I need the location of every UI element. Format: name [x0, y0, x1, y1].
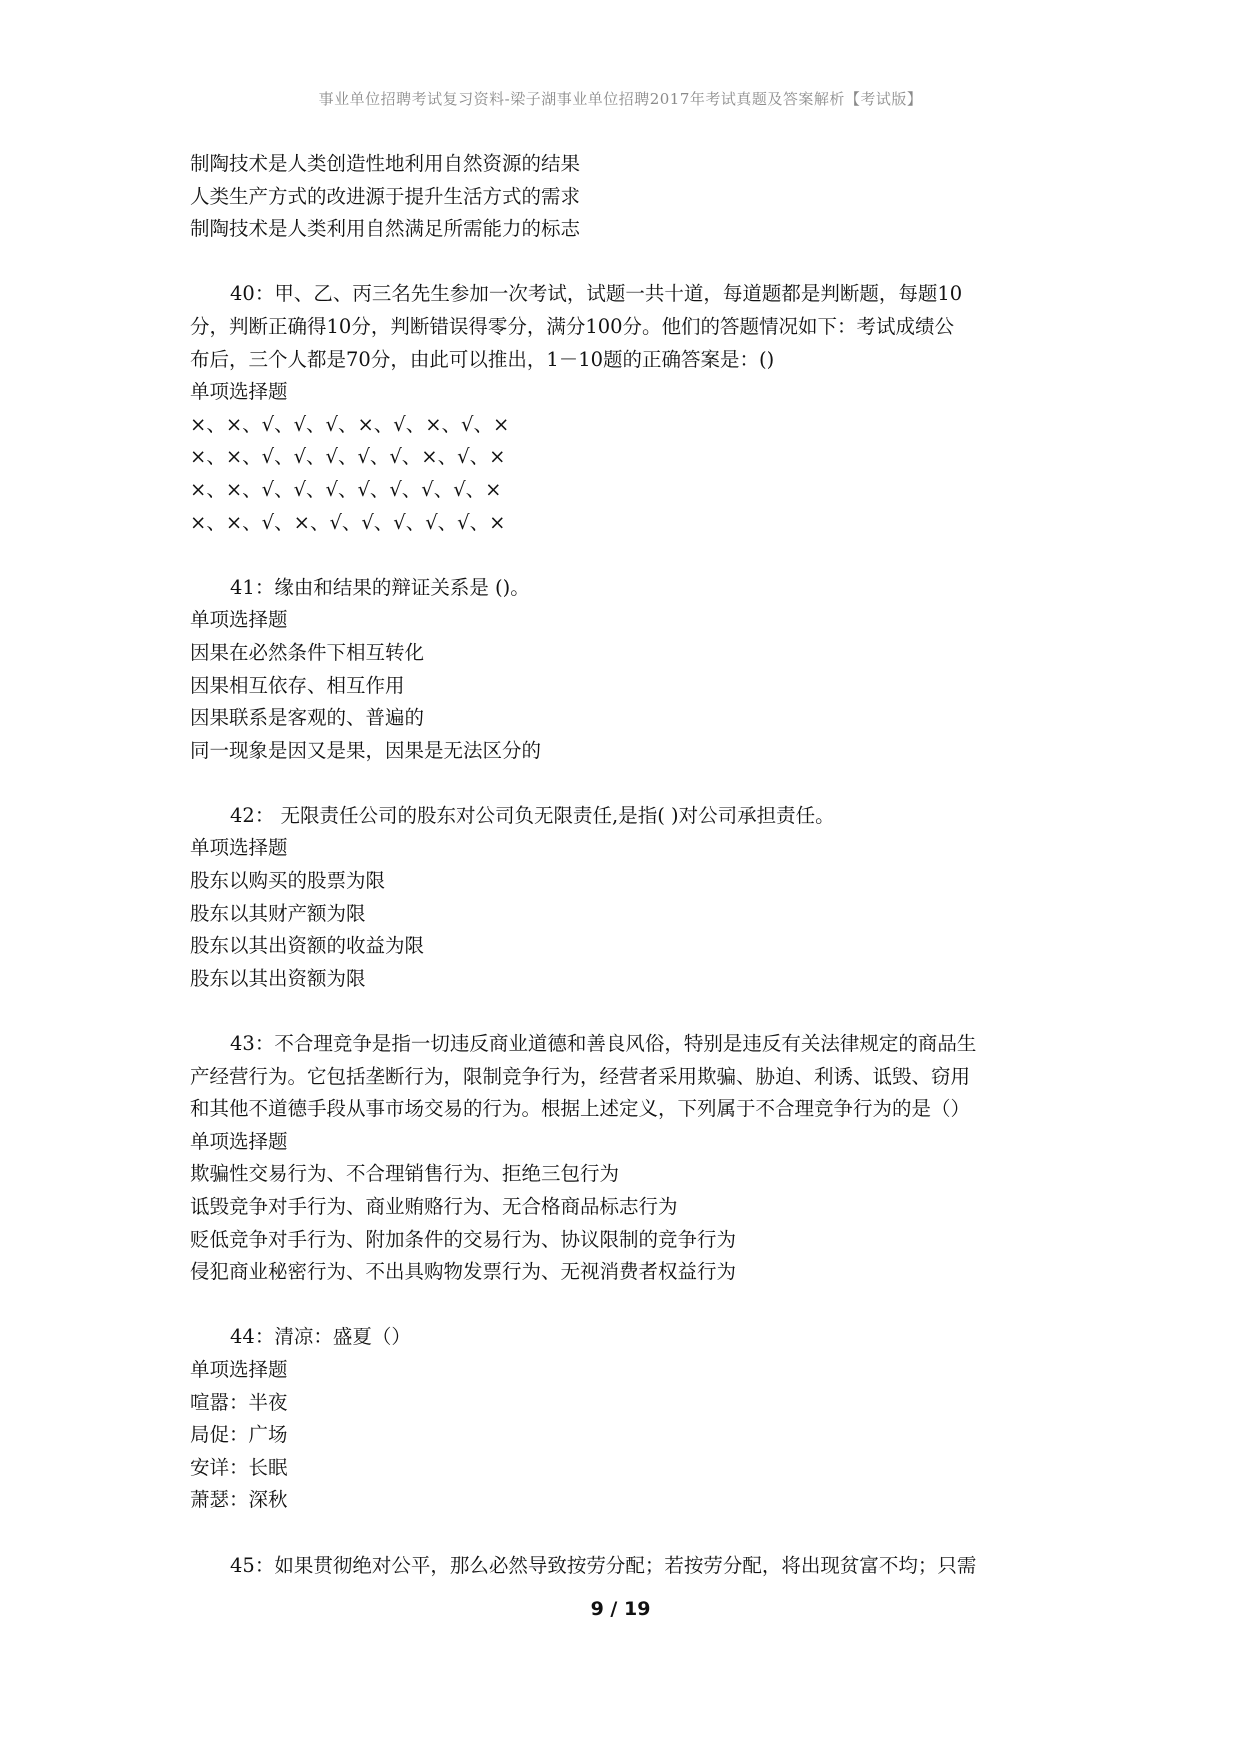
q42-stem: 42： 无限责任公司的股东对公司负无限责任,是指( )对公司承担责任。 — [230, 803, 835, 827]
q43-type: 单项选择题 — [190, 1129, 288, 1153]
q42-option-b: 股东以其财产额为限 — [190, 901, 366, 925]
q44-type: 单项选择题 — [190, 1357, 288, 1381]
q40-option-b: ×、×、√、√、√、√、√、×、√、× — [190, 445, 506, 469]
q45-stem: 45：如果贯彻绝对公平，那么必然导致按劳分配；若按劳分配，将出现贫富不均；只需 — [230, 1553, 977, 1577]
q43-option-c: 贬低竞争对手行为、附加条件的交易行为、协议限制的竞争行为 — [190, 1227, 737, 1251]
q43-option-b: 诋毁竞争对手行为、商业贿赂行为、无合格商品标志行为 — [190, 1195, 678, 1218]
q43-option-d: 侵犯商业秘密行为、不出具购物发票行为、无视消费者权益行为 — [190, 1260, 737, 1284]
q42-option-c: 股东以其出资额的收益为限 — [190, 934, 425, 958]
page-number: 9 / 19 — [590, 1598, 651, 1620]
q40-stem-line-1: 40：甲、乙、丙三名先生参加一次考试，试题一共十道，每道题都是判断题，每题10 — [230, 282, 963, 306]
q40-option-c: ×、×、√、√、√、√、√、√、√、× — [190, 477, 502, 501]
q42-option-d: 股东以其出资额为限 — [190, 966, 366, 990]
q41-type: 单项选择题 — [190, 608, 288, 632]
q42-type: 单项选择题 — [190, 836, 288, 860]
prev-option-3: 制陶技术是人类利用自然满足所需能力的标志 — [190, 217, 581, 241]
prev-option-2: 人类生产方式的改进源于提升生活方式的需求 — [190, 184, 581, 208]
page-header: 事业单位招聘考试复习资料-梁子湖事业单位招聘2017年考试真题及答案解析【考试版】 — [318, 90, 923, 108]
q44-option-b: 局促：广场 — [190, 1423, 288, 1447]
q41-option-d: 同一现象是因又是果，因果是无法区分的 — [190, 738, 542, 762]
q41-stem: 41：缘由和结果的辩证关系是 ()。 — [230, 575, 530, 599]
q40-option-d: ×、×、√、×、√、√、√、√、√、× — [190, 510, 506, 534]
q43-stem-line-1: 43：不合理竞争是指一切违反商业道德和善良风俗，特别是违反有关法律规定的商品生 — [230, 1032, 977, 1056]
prev-option-1: 制陶技术是人类创造性地利用自然资源的结果 — [190, 152, 581, 175]
q40-type: 单项选择题 — [190, 380, 288, 404]
q43-option-a: 欺骗性交易行为、不合理销售行为、拒绝三包行为 — [190, 1162, 620, 1186]
q41-option-a: 因果在必然条件下相互转化 — [190, 640, 425, 664]
q41-option-c: 因果联系是客观的、普遍的 — [190, 706, 425, 730]
q44-stem: 44：清凉：盛夏（） — [230, 1325, 411, 1349]
q43-stem-line-3: 和其他不道德手段从事市场交易的行为。根据上述定义，下列属于不合理竞争行为的是（） — [190, 1097, 971, 1121]
q42-option-a: 股东以购买的股票为限 — [190, 869, 386, 893]
page-content — [190, 148, 1070, 1582]
q41-option-b: 因果相互依存、相互作用 — [190, 673, 405, 697]
q40-stem-line-3: 布后，三个人都是70分，由此可以推出，1－10题的正确答案是：() — [190, 347, 775, 371]
q44-option-c: 安详：长眠 — [190, 1455, 288, 1479]
q40-option-a: ×、×、√、√、√、×、√、×、√、× — [190, 412, 510, 436]
q43-stem-line-2: 产经营行为。它包括垄断行为，限制竞争行为，经营者采用欺骗、胁迫、利诱、诋毁、窃用 — [190, 1064, 971, 1088]
q40-stem-line-2: 分，判断正确得10分，判断错误得零分，满分100分。他们的答题情况如下：考试成绩公 — [190, 314, 955, 338]
q44-option-d: 萧瑟：深秋 — [190, 1488, 288, 1512]
q44-option-a: 喧嚣：半夜 — [190, 1390, 288, 1414]
